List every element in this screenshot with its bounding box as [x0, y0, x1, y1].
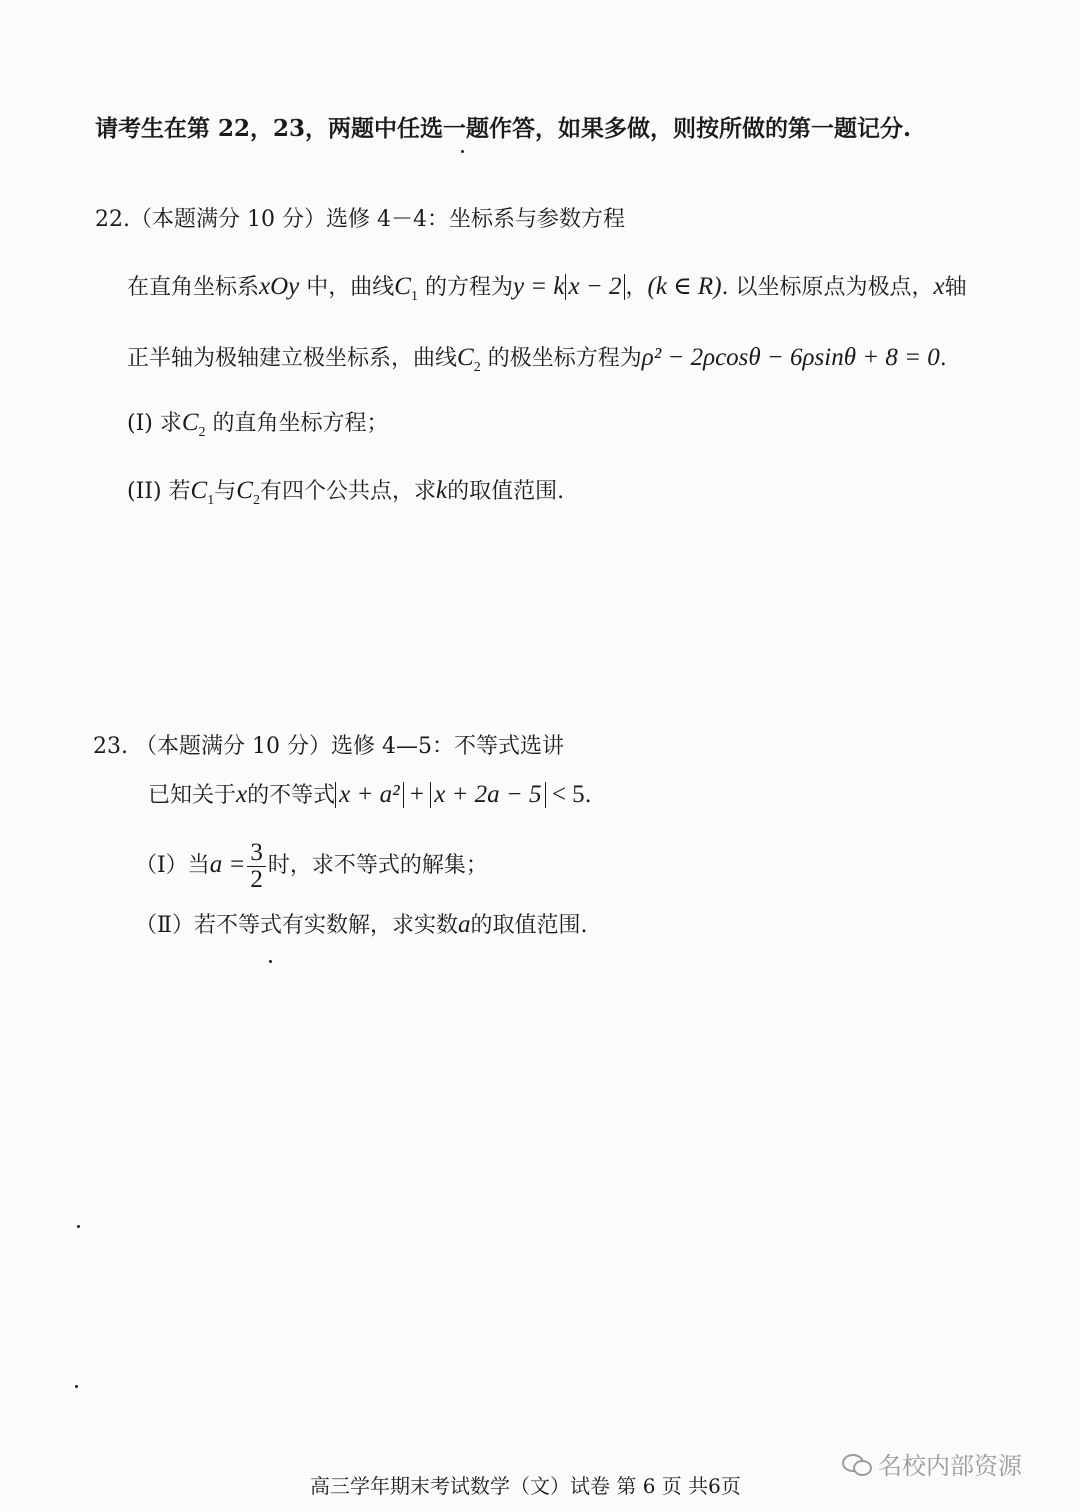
curve-c2: $C_2$ [457, 344, 481, 375]
scan-speck [77, 1225, 80, 1228]
k-condition: (k ∈ R) [647, 273, 722, 300]
scan-speck [461, 150, 464, 153]
watermark [842, 1446, 1022, 1481]
equation-c1: y = k x − 2 [513, 273, 626, 300]
q23-part2: （Ⅱ）若不等式有实数解，求实数a的取值范围. [135, 911, 588, 938]
xoy-symbol: xOy [259, 273, 300, 300]
wechat-icon [842, 1452, 872, 1476]
q22-stem-line1: 在直角坐标系xOy 中，曲线$C_1$ 的方程为y = k x − 2 ，(k ∈ R). 以坐标原点为极点，x轴 [127, 273, 967, 304]
equation-c2: ρ² − 2ρcosθ − 6ρsinθ + 8 = 0 [641, 344, 940, 371]
curve-c1: $C_1$ [394, 273, 418, 304]
fraction-three-halves: $\frac{3}{2}$ [247, 840, 266, 893]
q23-stem: 已知关于x的不等式 x + a² + x + 2a − 5 < 5. [148, 781, 592, 808]
q22-heading: 22.（本题满分 10 分）选修 4－4：坐标系与参数方程 [95, 207, 625, 232]
q22-stem-line2: 正半轴为极轴建立极坐标系，曲线$C_2$ 的极坐标方程为ρ² − 2ρcosθ − 6ρsinθ + 8 = 0. [127, 344, 947, 375]
q22-part2: (II) 若$C_1$与$C_2$有四个公共点，求k的取值范围. [127, 477, 565, 508]
scan-speck [269, 960, 272, 963]
q22-part1: (I) 求$C_2$ 的直角坐标方程； [127, 409, 389, 440]
instruction-text: 请考生在第 22，23，两题中任选一题作答，如果多做，则按所做的第一题记分. [95, 115, 912, 142]
scan-speck [75, 1385, 78, 1388]
inequality: x + a² + x + 2a − 5 < 5 [335, 781, 585, 808]
q23-heading: 23. （本题满分 10 分）选修 4—5：不等式选讲 [93, 734, 564, 759]
watermark-text: 名校内部资源 [878, 1452, 1022, 1480]
page-footer: 高三学年期末考试数学（文）试卷 第 6 页 共6页 [310, 1474, 741, 1498]
q23-part1: （Ⅰ）当a = $\frac{3}{2}$ 时，求不等式的解集； [135, 838, 488, 893]
